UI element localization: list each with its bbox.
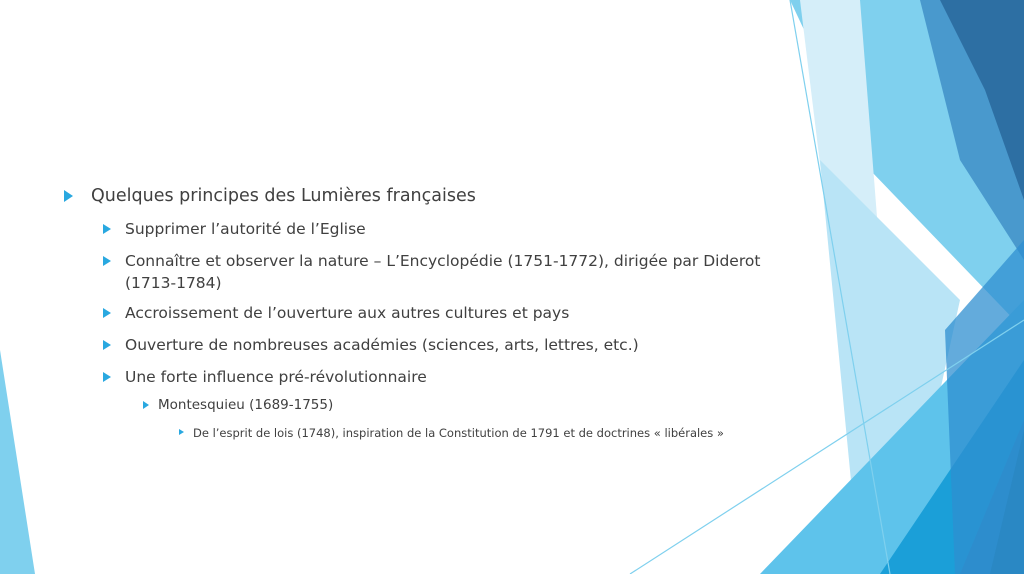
sub-sub-point-text: De l’esprit de lois (1748), inspiration de la Constitution de 1791 et de doctrines « libérales » bbox=[193, 426, 724, 440]
heading-bullet bbox=[64, 185, 476, 207]
heading-text: Quelques principes des Lumières françaises bbox=[91, 186, 476, 206]
point-4-text: Ouverture de nombreuses académies (sciences, arts, lettres, etc.) bbox=[125, 336, 639, 354]
triangle-bullet-icon bbox=[103, 308, 111, 318]
triangle-bullet-icon bbox=[179, 429, 184, 435]
triangle-bullet-icon bbox=[103, 340, 111, 350]
point-3-text: Accroissement de l’ouverture aux autres cultures et pays bbox=[125, 304, 570, 322]
point-4 bbox=[103, 334, 763, 356]
point-3 bbox=[103, 302, 763, 324]
point-2 bbox=[103, 250, 763, 294]
point-2-text: Connaître et observer la nature – L’Encyclopédie (1751-1772), dirigée par Diderot (1713-1784) bbox=[125, 252, 761, 292]
point-1-text: Supprimer l’autorité de l’Eglise bbox=[125, 220, 366, 238]
triangle-bullet-icon bbox=[64, 190, 73, 202]
triangle-bullet-icon bbox=[103, 372, 111, 382]
sub-point-text: Montesquieu (1689-1755) bbox=[158, 397, 334, 413]
point-5 bbox=[103, 366, 763, 388]
triangle-bullet-icon bbox=[103, 224, 111, 234]
sub-sub-point bbox=[179, 425, 724, 441]
triangle-bullet-icon bbox=[103, 256, 111, 266]
point-1 bbox=[103, 218, 763, 240]
sub-point bbox=[143, 396, 333, 414]
point-5-text: Une forte influence pré-révolutionnaire bbox=[125, 368, 427, 386]
triangle-bullet-icon bbox=[143, 401, 149, 409]
